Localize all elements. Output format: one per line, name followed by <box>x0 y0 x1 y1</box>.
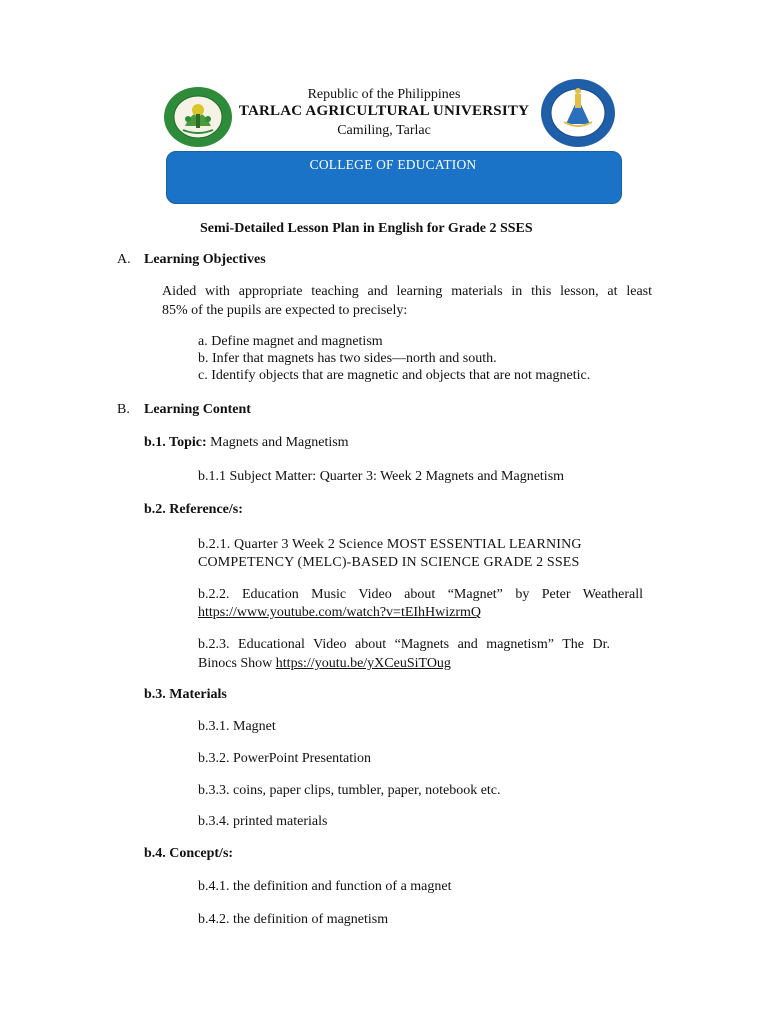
materials-label: b.3. Materials <box>144 687 227 702</box>
material-item: b.3.4. printed materials <box>198 814 328 829</box>
material-item: b.3.3. coins, paper clips, tumbler, paper, notebook etc. <box>198 783 501 798</box>
reference-3-line2 <box>198 655 451 673</box>
objective-item: c. Identify objects that are magnetic and objects that are not magnetic. <box>198 368 591 383</box>
reference-2-link[interactable]: https://www.youtube.com/watch?v=tEIhHwizrmQ <box>198 605 482 620</box>
topic-label: b.1. Topic: <box>144 435 207 450</box>
reference-3-link[interactable]: https://youtu.be/yXCeuSiTOug <box>275 656 451 671</box>
section-b-heading: Learning Content <box>144 402 251 417</box>
concept-item: b.4.2. the definition of magnetism <box>198 912 389 927</box>
material-item: b.3.1. Magnet <box>198 719 276 734</box>
objective-item: b. Infer that magnets has two sides—north and south. <box>198 351 497 366</box>
header-location: Camiling, Tarlac <box>337 123 431 138</box>
topic-value: Magnets and Magnetism <box>210 435 349 450</box>
material-item: b.3.2. PowerPoint Presentation <box>198 751 372 766</box>
college-banner-label: COLLEGE OF EDUCATION <box>309 157 477 172</box>
reference-2-line1: b.2.2. Education Music Video about “Magnet” by Peter Weatherall <box>198 587 643 602</box>
references-label: b.2. Reference/s: <box>144 502 243 517</box>
reference-3-text: Binocs Show <box>198 656 276 671</box>
header-republic: Republic of the Philippines <box>307 87 461 102</box>
concept-item: b.4.1. the definition and function of a magnet <box>198 879 452 894</box>
topic-line <box>144 434 349 452</box>
section-b-letter: B. <box>117 402 130 417</box>
objective-item: a. Define magnet and magnetism <box>198 334 383 349</box>
section-a-intro-line1: Aided with appropriate teaching and learning materials in this lesson, at least <box>162 284 652 299</box>
reference-1-line1: b.2.1. Quarter 3 Week 2 Science MOST ESSENTIAL LEARNING <box>198 537 582 552</box>
section-a-letter: A. <box>117 252 131 267</box>
section-a-heading: Learning Objectives <box>144 252 266 267</box>
section-a-intro-line2: 85% of the pupils are expected to precisely: <box>162 303 408 318</box>
reference-3-line1: b.2.3. Educational Video about “Magnets and magnetism” The Dr. <box>198 637 610 652</box>
document-title: Semi-Detailed Lesson Plan in English for Grade 2 SSES <box>200 221 533 236</box>
reference-1-line2: COMPETENCY (MELC)-BASED IN SCIENCE GRADE 2 SSES <box>198 555 580 570</box>
concepts-label: b.4. Concept/s: <box>144 846 234 861</box>
subject-matter: b.1.1 Subject Matter: Quarter 3: Week 2 Magnets and Magnetism <box>198 469 565 484</box>
header-university: TARLAC AGRICULTURAL UNIVERSITY <box>238 103 530 119</box>
